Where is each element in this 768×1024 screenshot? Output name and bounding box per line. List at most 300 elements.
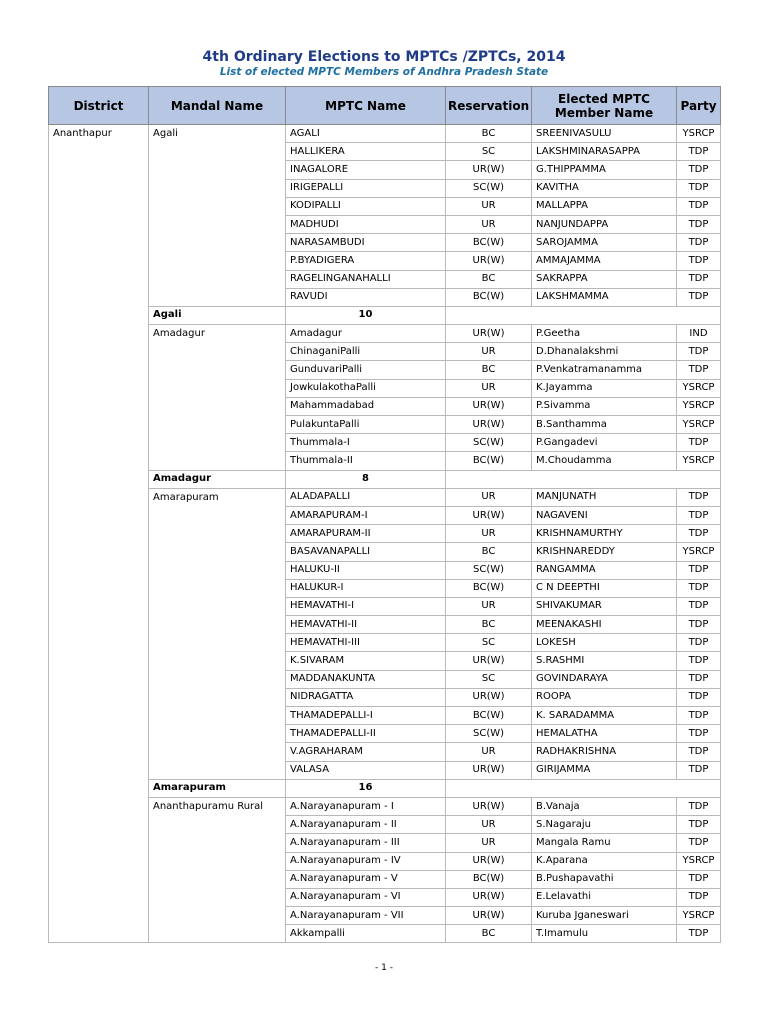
mandal-cell bbox=[149, 870, 286, 888]
member-name-cell: ROOPA bbox=[532, 688, 677, 706]
mandal-cell bbox=[149, 397, 286, 415]
party-cell: TDP bbox=[677, 488, 721, 506]
mptc-name-cell: THAMADEPALLI-I bbox=[286, 707, 446, 725]
mandal-cell: Ananthapuramu Rural bbox=[149, 797, 286, 815]
page-title: 4th Ordinary Elections to MPTCs /ZPTCs, 2014 bbox=[202, 49, 566, 65]
party-cell: TDP bbox=[677, 743, 721, 761]
table-row bbox=[49, 816, 721, 834]
table-row bbox=[49, 270, 721, 288]
district-cell bbox=[49, 143, 149, 161]
reservation-cell: UR(W) bbox=[446, 325, 532, 343]
party-cell: TDP bbox=[677, 143, 721, 161]
mptc-name-cell: Thummala-I bbox=[286, 434, 446, 452]
party-cell: TDP bbox=[677, 343, 721, 361]
party-cell: TDP bbox=[677, 634, 721, 652]
district-cell bbox=[49, 434, 149, 452]
member-name-cell: LOKESH bbox=[532, 634, 677, 652]
district-cell bbox=[49, 506, 149, 524]
mandal-cell bbox=[149, 543, 286, 561]
mandal-cell bbox=[149, 143, 286, 161]
district-cell bbox=[49, 688, 149, 706]
member-name-cell: B.Pushapavathi bbox=[532, 870, 677, 888]
mptc-name-cell: KODIPALLI bbox=[286, 197, 446, 215]
reservation-cell: BC bbox=[446, 125, 532, 143]
party-cell: TDP bbox=[677, 707, 721, 725]
member-name-cell: K.Aparana bbox=[532, 852, 677, 870]
district-cell bbox=[49, 416, 149, 434]
district-cell bbox=[49, 616, 149, 634]
mandal-cell bbox=[149, 707, 286, 725]
table-row bbox=[49, 888, 721, 906]
district-cell bbox=[49, 488, 149, 506]
district-cell bbox=[49, 288, 149, 306]
table-row bbox=[49, 907, 721, 925]
mptc-name-cell: Thummala-II bbox=[286, 452, 446, 470]
reservation-cell: UR(W) bbox=[446, 161, 532, 179]
reservation-cell: UR bbox=[446, 343, 532, 361]
page-number: - 1 - bbox=[375, 963, 393, 973]
party-cell: YSRCP bbox=[677, 125, 721, 143]
party-cell: TDP bbox=[677, 179, 721, 197]
district-cell bbox=[49, 470, 149, 488]
table-row bbox=[49, 506, 721, 524]
party-cell: TDP bbox=[677, 561, 721, 579]
reservation-cell: UR bbox=[446, 834, 532, 852]
party-cell: TDP bbox=[677, 888, 721, 906]
mandal-cell bbox=[149, 506, 286, 524]
district-cell bbox=[49, 543, 149, 561]
district-cell bbox=[49, 325, 149, 343]
table-header-row bbox=[49, 87, 721, 125]
party-cell: TDP bbox=[677, 725, 721, 743]
table-row bbox=[49, 234, 721, 252]
mptc-name-cell: VALASA bbox=[286, 761, 446, 779]
district-cell bbox=[49, 797, 149, 815]
party-cell: YSRCP bbox=[677, 416, 721, 434]
party-cell: TDP bbox=[677, 816, 721, 834]
mandal-cell bbox=[149, 761, 286, 779]
table-row bbox=[49, 143, 721, 161]
table-row bbox=[49, 561, 721, 579]
table-row bbox=[49, 597, 721, 615]
mptc-name-cell: HEMAVATHI-I bbox=[286, 597, 446, 615]
mandal-cell bbox=[149, 434, 286, 452]
mptc-name-cell: P.BYADIGERA bbox=[286, 252, 446, 270]
mptc-name-cell: Amadagur bbox=[286, 325, 446, 343]
party-cell: YSRCP bbox=[677, 379, 721, 397]
mptc-name-cell: HALUKU-II bbox=[286, 561, 446, 579]
table-row bbox=[49, 343, 721, 361]
mandal-cell bbox=[149, 725, 286, 743]
party-cell: YSRCP bbox=[677, 907, 721, 925]
reservation-cell: BC(W) bbox=[446, 870, 532, 888]
party-cell: TDP bbox=[677, 161, 721, 179]
member-name-cell: SREENIVASULU bbox=[532, 125, 677, 143]
mandal-total-count: 10 bbox=[286, 306, 446, 324]
member-name-cell: C N DEEPTHI bbox=[532, 579, 677, 597]
reservation-cell: UR(W) bbox=[446, 397, 532, 415]
member-name-cell: MEENAKASHI bbox=[532, 616, 677, 634]
party-cell: TDP bbox=[677, 925, 721, 943]
district-cell bbox=[49, 907, 149, 925]
reservation-cell: UR bbox=[446, 197, 532, 215]
district-cell bbox=[49, 634, 149, 652]
mptc-name-cell: NIDRAGATTA bbox=[286, 688, 446, 706]
member-name-cell: RADHAKRISHNA bbox=[532, 743, 677, 761]
party-cell: TDP bbox=[677, 652, 721, 670]
member-name-cell: P.Gangadevi bbox=[532, 434, 677, 452]
party-cell: TDP bbox=[677, 361, 721, 379]
party-cell: YSRCP bbox=[677, 852, 721, 870]
district-cell bbox=[49, 743, 149, 761]
table-row bbox=[49, 215, 721, 233]
mandal-cell bbox=[149, 834, 286, 852]
member-name-cell: K. SARADAMMA bbox=[532, 707, 677, 725]
member-name-cell: KRISHNAMURTHY bbox=[532, 525, 677, 543]
mandal-total-row bbox=[49, 306, 721, 324]
reservation-cell: BC(W) bbox=[446, 579, 532, 597]
mandal-cell bbox=[149, 579, 286, 597]
district-cell bbox=[49, 725, 149, 743]
reservation-cell: SC(W) bbox=[446, 561, 532, 579]
reservation-cell: UR(W) bbox=[446, 252, 532, 270]
member-name-cell: D.Dhanalakshmi bbox=[532, 343, 677, 361]
mandal-cell: Amarapuram bbox=[149, 488, 286, 506]
mptc-name-cell: RAGELINGANAHALLI bbox=[286, 270, 446, 288]
reservation-cell: UR bbox=[446, 525, 532, 543]
mptc-name-cell: MADHUDI bbox=[286, 215, 446, 233]
table-row bbox=[49, 688, 721, 706]
table-row bbox=[49, 797, 721, 815]
mptc-name-cell: ChinaganiPalli bbox=[286, 343, 446, 361]
mptc-name-cell: A.Narayanapuram - V bbox=[286, 870, 446, 888]
district-cell bbox=[49, 452, 149, 470]
table-row bbox=[49, 634, 721, 652]
district-cell bbox=[49, 197, 149, 215]
mandal-cell bbox=[149, 288, 286, 306]
district-cell bbox=[49, 670, 149, 688]
table-row bbox=[49, 852, 721, 870]
mandal-cell bbox=[149, 525, 286, 543]
mandal-cell bbox=[149, 343, 286, 361]
mptc-name-cell: BASAVANAPALLI bbox=[286, 543, 446, 561]
mptc-name-cell: A.Narayanapuram - I bbox=[286, 797, 446, 815]
district-cell bbox=[49, 761, 149, 779]
mandal-cell bbox=[149, 597, 286, 615]
table-row bbox=[49, 725, 721, 743]
mptc-name-cell: Mahammadabad bbox=[286, 397, 446, 415]
mandal-cell bbox=[149, 652, 286, 670]
district-cell bbox=[49, 525, 149, 543]
mptc-name-cell: PulakuntaPalli bbox=[286, 416, 446, 434]
mandal-cell bbox=[149, 743, 286, 761]
party-cell: YSRCP bbox=[677, 543, 721, 561]
table-row bbox=[49, 434, 721, 452]
reservation-cell: UR(W) bbox=[446, 888, 532, 906]
member-name-cell: E.Lelavathi bbox=[532, 888, 677, 906]
member-name-cell: Mangala Ramu bbox=[532, 834, 677, 852]
table-row bbox=[49, 379, 721, 397]
mandal-cell bbox=[149, 416, 286, 434]
mandal-total-row bbox=[49, 779, 721, 797]
district-cell bbox=[49, 397, 149, 415]
table-row bbox=[49, 707, 721, 725]
district-cell: Ananthapur bbox=[49, 125, 149, 143]
party-cell: TDP bbox=[677, 797, 721, 815]
table-row bbox=[49, 652, 721, 670]
table-row bbox=[49, 525, 721, 543]
member-name-cell: T.Imamulu bbox=[532, 925, 677, 943]
table-row bbox=[49, 288, 721, 306]
reservation-cell: UR(W) bbox=[446, 797, 532, 815]
mandal-cell bbox=[149, 616, 286, 634]
table-row bbox=[49, 397, 721, 415]
member-name-cell: NAGAVENI bbox=[532, 506, 677, 524]
district-cell bbox=[49, 652, 149, 670]
district-cell bbox=[49, 870, 149, 888]
party-cell: TDP bbox=[677, 688, 721, 706]
district-cell bbox=[49, 215, 149, 233]
mandal-cell bbox=[149, 179, 286, 197]
results-table bbox=[48, 86, 721, 943]
mandal-cell bbox=[149, 670, 286, 688]
reservation-cell: BC bbox=[446, 616, 532, 634]
mandal-cell bbox=[149, 379, 286, 397]
column-header-party: Party bbox=[677, 87, 721, 125]
mandal-total-filler bbox=[446, 779, 721, 797]
table-row bbox=[49, 161, 721, 179]
reservation-cell: UR(W) bbox=[446, 416, 532, 434]
mptc-name-cell: HEMAVATHI-II bbox=[286, 616, 446, 634]
column-header-mandal-name: Mandal Name bbox=[149, 87, 286, 125]
mandal-cell bbox=[149, 252, 286, 270]
member-name-cell: SHIVAKUMAR bbox=[532, 597, 677, 615]
member-name-cell: SAKRAPPA bbox=[532, 270, 677, 288]
reservation-cell: SC bbox=[446, 143, 532, 161]
table-row bbox=[49, 834, 721, 852]
reservation-cell: UR(W) bbox=[446, 688, 532, 706]
district-cell bbox=[49, 161, 149, 179]
mandal-total-label: Amarapuram bbox=[149, 779, 286, 797]
party-cell: TDP bbox=[677, 252, 721, 270]
mptc-name-cell: THAMADEPALLI-II bbox=[286, 725, 446, 743]
district-cell bbox=[49, 579, 149, 597]
mptc-name-cell: GunduvariPalli bbox=[286, 361, 446, 379]
table-row bbox=[49, 325, 721, 343]
table-row bbox=[49, 252, 721, 270]
mandal-cell bbox=[149, 197, 286, 215]
column-header-elected-member: Elected MPTC Member Name bbox=[532, 87, 677, 125]
table-row bbox=[49, 670, 721, 688]
district-cell bbox=[49, 597, 149, 615]
party-cell: TDP bbox=[677, 670, 721, 688]
reservation-cell: SC(W) bbox=[446, 179, 532, 197]
mptc-name-cell: IRIGEPALLI bbox=[286, 179, 446, 197]
reservation-cell: SC(W) bbox=[446, 434, 532, 452]
page-subtitle: List of elected MPTC Members of Andhra Pradesh State bbox=[219, 66, 549, 78]
mptc-name-cell: K.SIVARAM bbox=[286, 652, 446, 670]
table-row bbox=[49, 416, 721, 434]
mandal-cell bbox=[149, 888, 286, 906]
mandal-cell bbox=[149, 907, 286, 925]
mptc-name-cell: NARASAMBUDI bbox=[286, 234, 446, 252]
district-cell bbox=[49, 361, 149, 379]
mptc-name-cell: AGALI bbox=[286, 125, 446, 143]
table-row bbox=[49, 743, 721, 761]
mptc-name-cell: A.Narayanapuram - II bbox=[286, 816, 446, 834]
member-name-cell: MALLAPPA bbox=[532, 197, 677, 215]
party-cell: IND bbox=[677, 325, 721, 343]
party-cell: YSRCP bbox=[677, 452, 721, 470]
mptc-name-cell: A.Narayanapuram - VII bbox=[286, 907, 446, 925]
member-name-cell: B.Santhamma bbox=[532, 416, 677, 434]
party-cell: TDP bbox=[677, 597, 721, 615]
district-cell bbox=[49, 561, 149, 579]
mptc-name-cell: HALUKUR-I bbox=[286, 579, 446, 597]
table-row bbox=[49, 925, 721, 943]
district-cell bbox=[49, 779, 149, 797]
table-row bbox=[49, 125, 721, 143]
column-header-mptc-name: MPTC Name bbox=[286, 87, 446, 125]
district-cell bbox=[49, 306, 149, 324]
reservation-cell: UR bbox=[446, 743, 532, 761]
member-name-cell: B.Vanaja bbox=[532, 797, 677, 815]
mandal-cell bbox=[149, 634, 286, 652]
district-cell bbox=[49, 816, 149, 834]
member-name-cell: G.THIPPAMMA bbox=[532, 161, 677, 179]
reservation-cell: BC(W) bbox=[446, 288, 532, 306]
member-name-cell: Kuruba Jganeswari bbox=[532, 907, 677, 925]
mptc-name-cell: AMARAPURAM-I bbox=[286, 506, 446, 524]
table-row bbox=[49, 179, 721, 197]
mandal-cell bbox=[149, 270, 286, 288]
member-name-cell: AMMAJAMMA bbox=[532, 252, 677, 270]
reservation-cell: UR bbox=[446, 488, 532, 506]
reservation-cell: UR bbox=[446, 215, 532, 233]
member-name-cell: HEMALATHA bbox=[532, 725, 677, 743]
member-name-cell: P.Sivamma bbox=[532, 397, 677, 415]
party-cell: TDP bbox=[677, 616, 721, 634]
mptc-name-cell: AMARAPURAM-II bbox=[286, 525, 446, 543]
reservation-cell: UR(W) bbox=[446, 907, 532, 925]
mandal-total-count: 16 bbox=[286, 779, 446, 797]
district-cell bbox=[49, 834, 149, 852]
mandal-total-label: Amadagur bbox=[149, 470, 286, 488]
table-row bbox=[49, 452, 721, 470]
member-name-cell: MANJUNATH bbox=[532, 488, 677, 506]
member-name-cell: KRISHNAREDDY bbox=[532, 543, 677, 561]
party-cell: TDP bbox=[677, 761, 721, 779]
district-cell bbox=[49, 925, 149, 943]
member-name-cell: S.RASHMI bbox=[532, 652, 677, 670]
reservation-cell: UR bbox=[446, 597, 532, 615]
district-cell bbox=[49, 234, 149, 252]
member-name-cell: GOVINDARAYA bbox=[532, 670, 677, 688]
party-cell: TDP bbox=[677, 579, 721, 597]
mandal-total-label: Agali bbox=[149, 306, 286, 324]
table-row bbox=[49, 488, 721, 506]
table-row bbox=[49, 616, 721, 634]
district-cell bbox=[49, 270, 149, 288]
reservation-cell: BC bbox=[446, 270, 532, 288]
mandal-total-count: 8 bbox=[286, 470, 446, 488]
mptc-name-cell: HALLIKERA bbox=[286, 143, 446, 161]
mandal-cell bbox=[149, 161, 286, 179]
mptc-name-cell: A.Narayanapuram - III bbox=[286, 834, 446, 852]
reservation-cell: BC(W) bbox=[446, 707, 532, 725]
party-cell: TDP bbox=[677, 525, 721, 543]
mptc-name-cell: INAGALORE bbox=[286, 161, 446, 179]
party-cell: TDP bbox=[677, 506, 721, 524]
party-cell: TDP bbox=[677, 197, 721, 215]
member-name-cell: KAVITHA bbox=[532, 179, 677, 197]
member-name-cell: S.Nagaraju bbox=[532, 816, 677, 834]
reservation-cell: UR(W) bbox=[446, 761, 532, 779]
member-name-cell: P.Venkatramanamma bbox=[532, 361, 677, 379]
table-row bbox=[49, 870, 721, 888]
mptc-name-cell: MADDANAKUNTA bbox=[286, 670, 446, 688]
member-name-cell: K.Jayamma bbox=[532, 379, 677, 397]
mptc-name-cell: A.Narayanapuram - VI bbox=[286, 888, 446, 906]
table-row bbox=[49, 361, 721, 379]
district-cell bbox=[49, 707, 149, 725]
mptc-name-cell: HEMAVATHI-III bbox=[286, 634, 446, 652]
mptc-name-cell: V.AGRAHARAM bbox=[286, 743, 446, 761]
mandal-cell: Amadagur bbox=[149, 325, 286, 343]
member-name-cell: P.Geetha bbox=[532, 325, 677, 343]
mandal-cell bbox=[149, 452, 286, 470]
table-row bbox=[49, 197, 721, 215]
mandal-cell bbox=[149, 234, 286, 252]
member-name-cell: GIRIJAMMA bbox=[532, 761, 677, 779]
reservation-cell: UR bbox=[446, 379, 532, 397]
table-row bbox=[49, 543, 721, 561]
party-cell: TDP bbox=[677, 434, 721, 452]
party-cell: TDP bbox=[677, 288, 721, 306]
mandal-cell bbox=[149, 852, 286, 870]
reservation-cell: BC bbox=[446, 925, 532, 943]
mandal-cell bbox=[149, 925, 286, 943]
reservation-cell: BC bbox=[446, 543, 532, 561]
reservation-cell: UR bbox=[446, 816, 532, 834]
district-cell bbox=[49, 852, 149, 870]
member-name-cell: NANJUNDAPPA bbox=[532, 215, 677, 233]
reservation-cell: UR(W) bbox=[446, 652, 532, 670]
table-body bbox=[49, 125, 721, 943]
mandal-cell bbox=[149, 361, 286, 379]
district-cell bbox=[49, 343, 149, 361]
table-row bbox=[49, 579, 721, 597]
mandal-total-filler bbox=[446, 470, 721, 488]
member-name-cell: RANGAMMA bbox=[532, 561, 677, 579]
mandal-cell: Agali bbox=[149, 125, 286, 143]
mandal-cell bbox=[149, 215, 286, 233]
table-row bbox=[49, 761, 721, 779]
district-cell bbox=[49, 252, 149, 270]
party-cell: TDP bbox=[677, 234, 721, 252]
reservation-cell: BC(W) bbox=[446, 234, 532, 252]
party-cell: TDP bbox=[677, 834, 721, 852]
district-cell bbox=[49, 888, 149, 906]
district-cell bbox=[49, 179, 149, 197]
mptc-name-cell: JowkulakothaPalli bbox=[286, 379, 446, 397]
mptc-name-cell: A.Narayanapuram - IV bbox=[286, 852, 446, 870]
mptc-name-cell: ALADAPALLI bbox=[286, 488, 446, 506]
member-name-cell: LAKSHMINARASAPPA bbox=[532, 143, 677, 161]
reservation-cell: UR(W) bbox=[446, 852, 532, 870]
member-name-cell: LAKSHMAMMA bbox=[532, 288, 677, 306]
party-cell: TDP bbox=[677, 270, 721, 288]
